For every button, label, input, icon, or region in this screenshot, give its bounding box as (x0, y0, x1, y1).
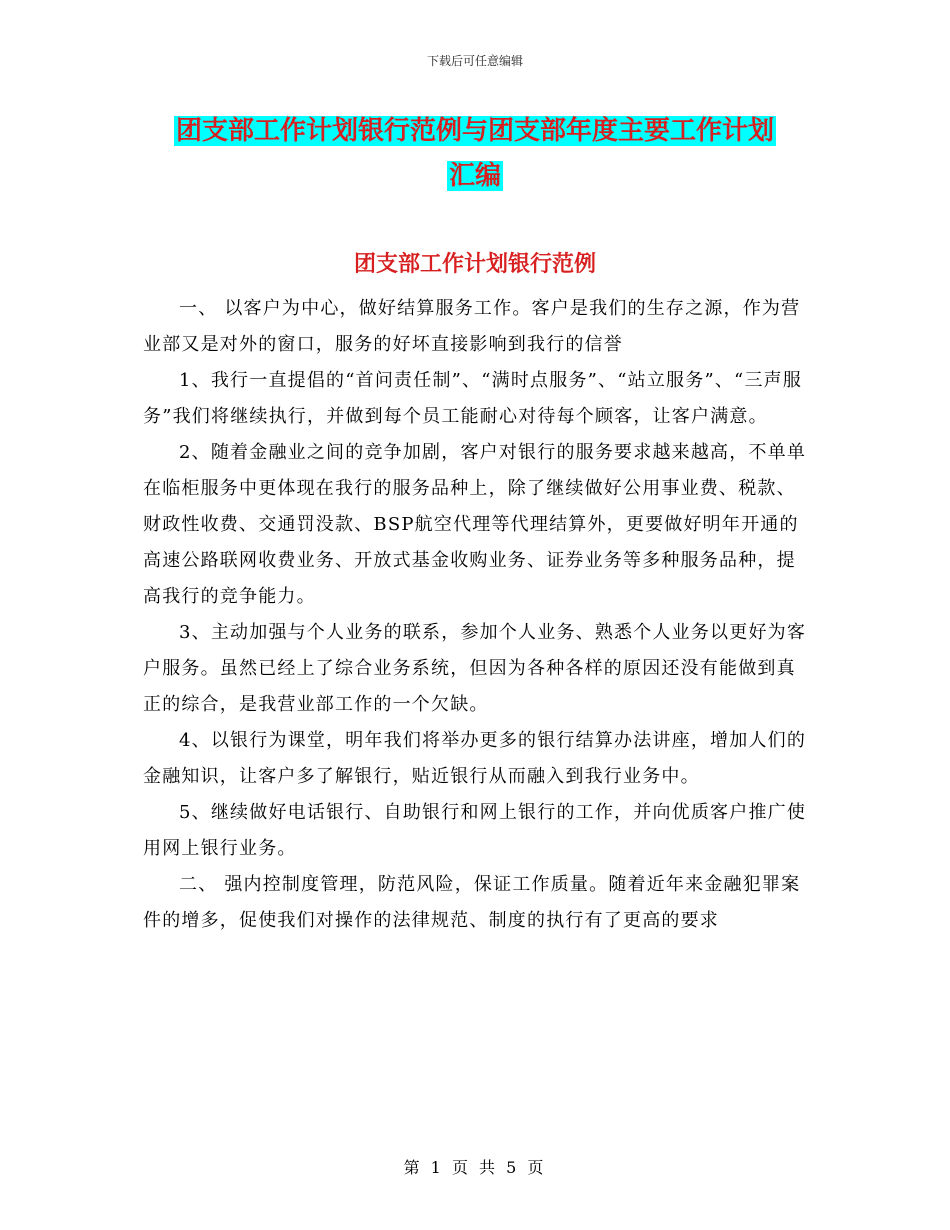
document-title-line2 (0, 158, 950, 194)
document-title-text-1: 团支部工作计划银行范例与团支部年度主要工作计划 (175, 116, 774, 146)
paragraph-7: 二、 强内控制度管理，防范风险，保证工作质量。随着近年来金融犯罪案件的增多，促使我们对操作的法律规范、制度的执行有了更高的要求 (143, 874, 801, 931)
document-body (143, 291, 811, 939)
document-title-text-2: 汇编 (448, 161, 501, 191)
document-title-line1 (0, 113, 950, 149)
paragraph-2: 1、我行一直提倡的“首问责任制”、“满时点服务”、“站立服务”、“三声服务”我们将继续执行，并做到每个员工能耐心对待每个顾客，让客户满意。 (143, 370, 803, 427)
paragraph-6: 5、继续做好电话银行、自助银行和网上银行的工作，并向优质客户推广使用网上银行业务。 (143, 802, 807, 859)
paragraph-4: 3、主动加强与个人业务的联系，参加个人业务、熟悉个人业务以更好为客户服务。虽然已经上了综合业务系统，但因为各种各样的原因还没有能做到真正的综合，是我营业部工作的一个欠缺。 (143, 622, 807, 715)
section-title: 团支部工作计划银行范例 (353, 252, 596, 277)
paragraph-5: 4、以银行为课堂，明年我们将举办更多的银行结算办法讲座，增加人们的金融知识，让客户多了解银行，贴近银行从而融入到我行业务中。 (143, 730, 807, 787)
page-footer: 第 1 页 共 5 页 (403, 1158, 547, 1177)
page-header-note: 下载后可任意编辑 (426, 54, 523, 68)
paragraph-1: 一、 以客户为中心，做好结算服务工作。客户是我们的生存之源，作为营业部又是对外的窗口，服务的好坏直接影响到我行的信誉 (143, 298, 801, 355)
paragraph-3: 2、随着金融业之间的竞争加剧，客户对银行的服务要求越来越高，不单单在临柜服务中更体现在我行的服务品种上，除了继续做好公用事业费、税款、财政性收费、交通罚没款、BSP航空代理等代理结算外，更要做好明年开通的高速公路联网收费业务、开放式基金收购业务、证券业务等多种服务品种，提高我行的竞争能力。 (143, 442, 807, 607)
